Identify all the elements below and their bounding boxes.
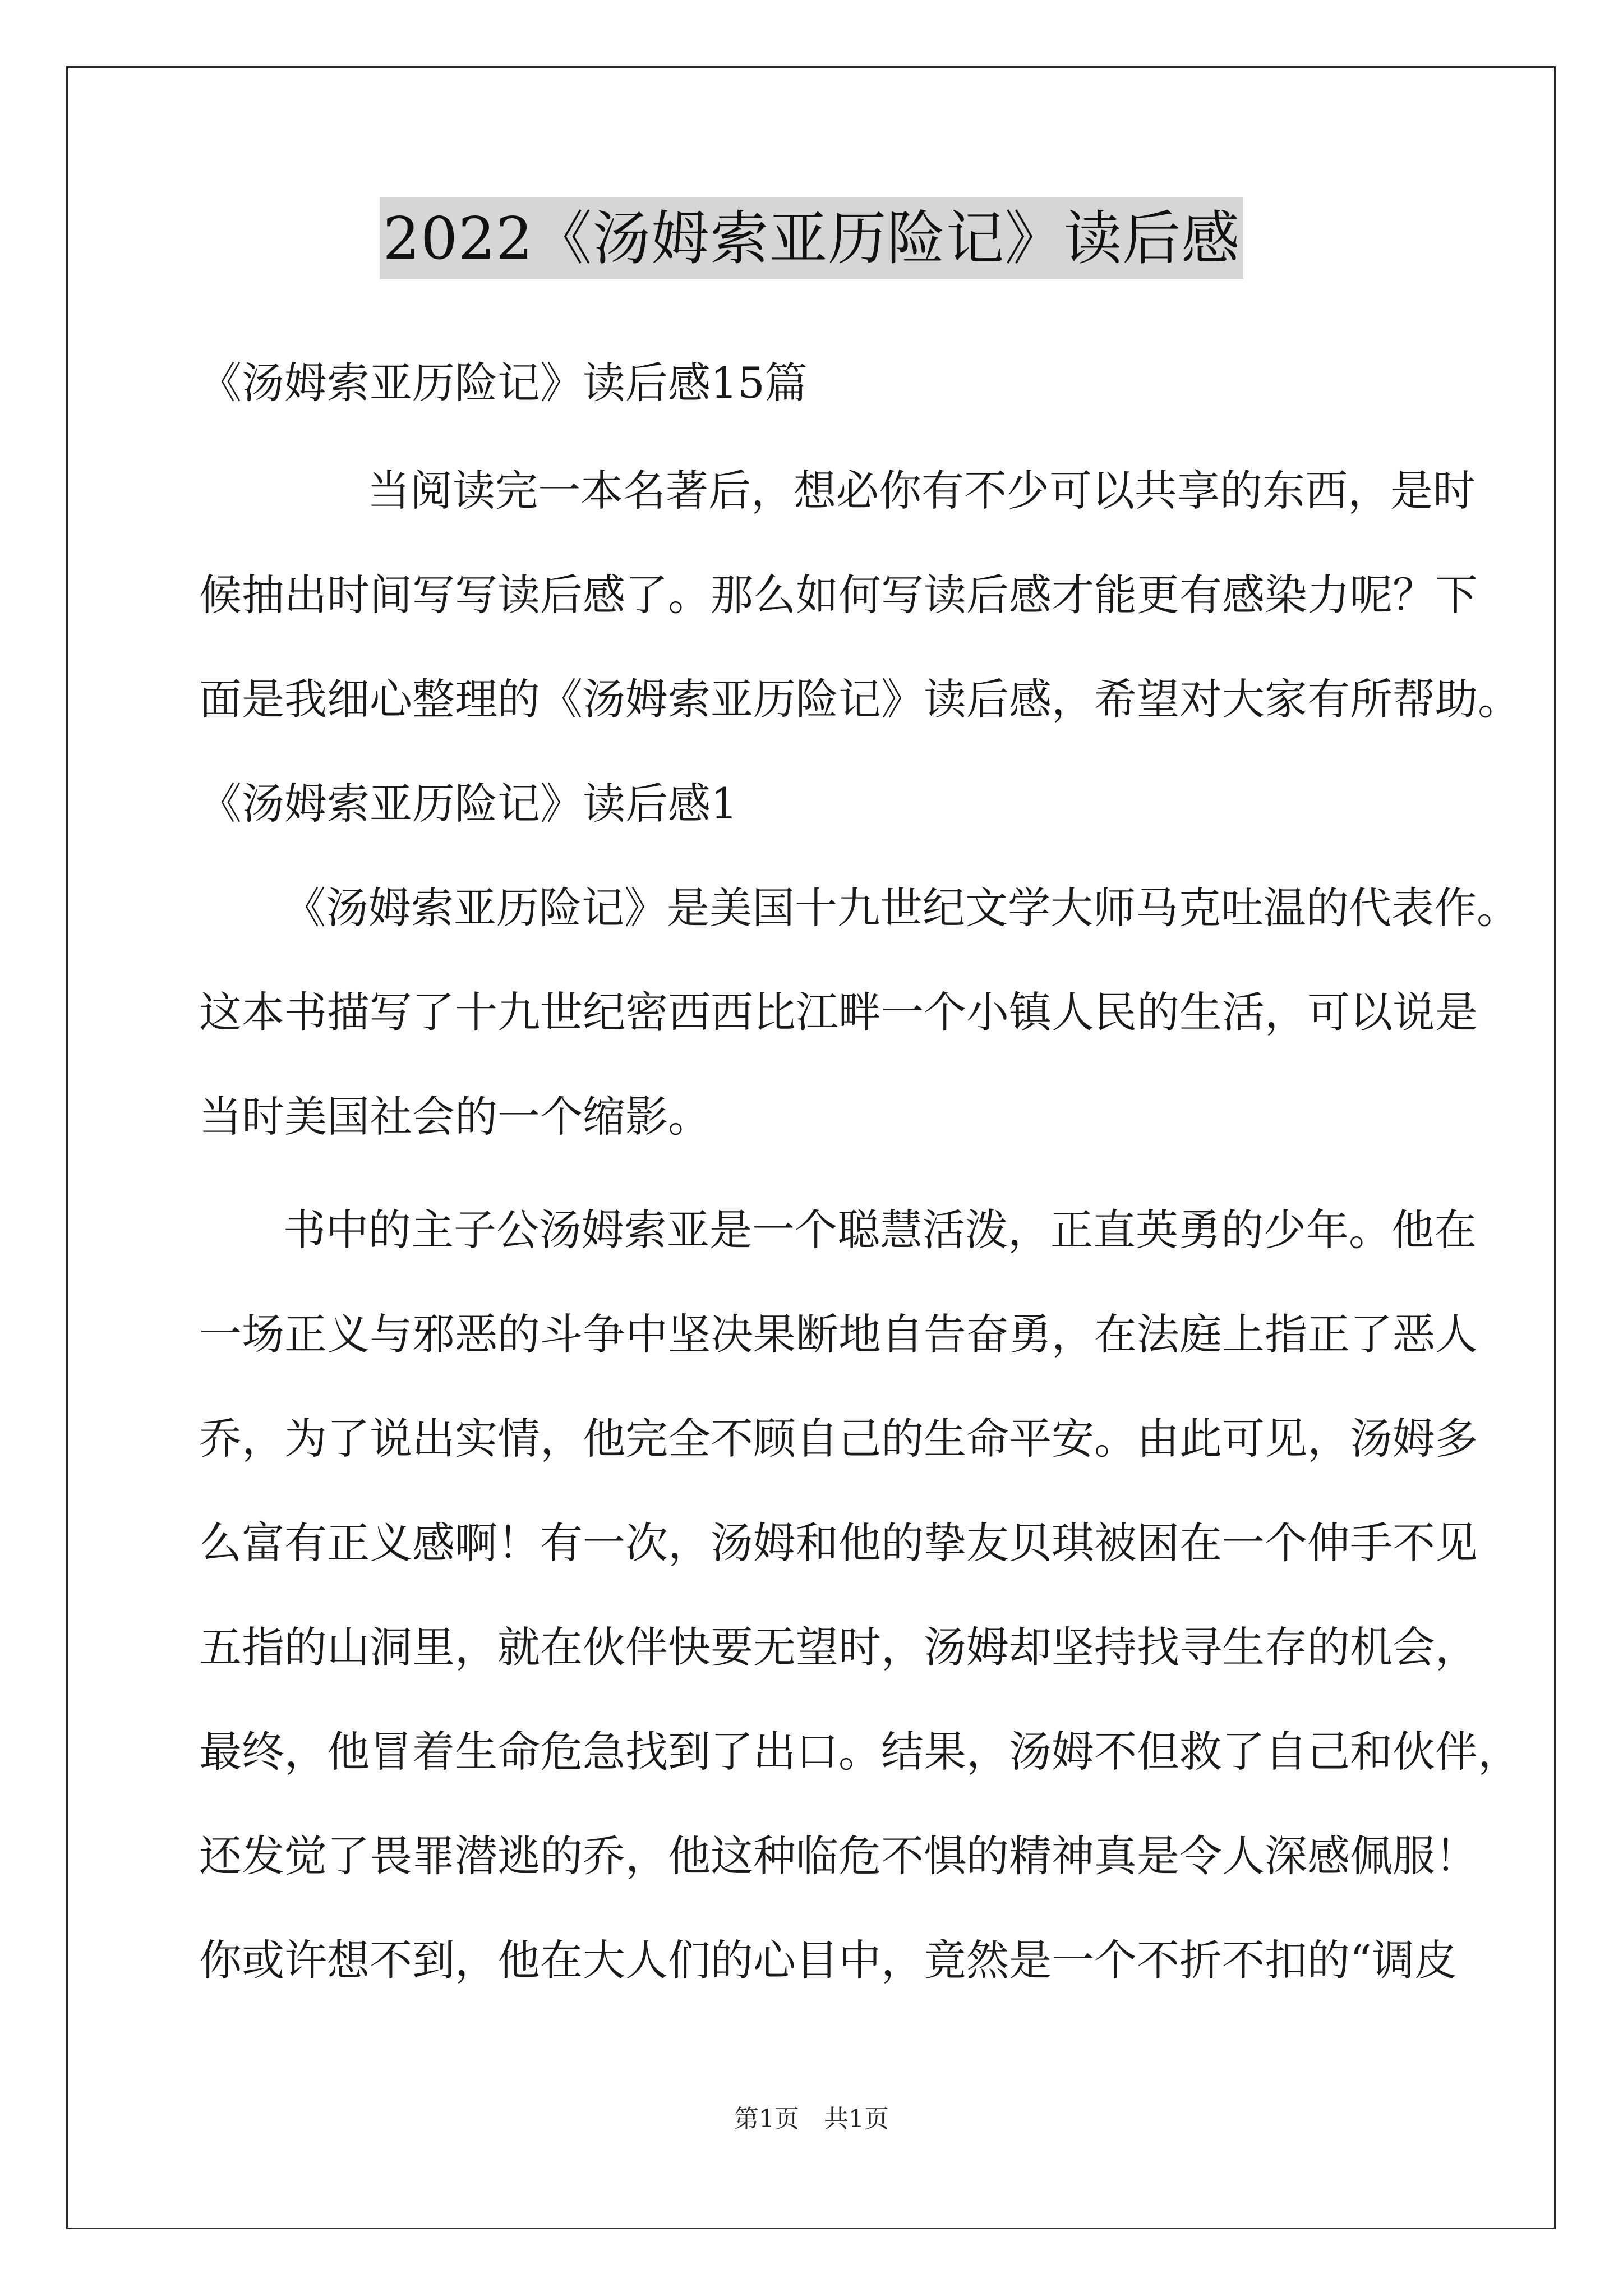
paragraph-line: 最终，他冒着生命危急找到了出口。结果，汤姆不但救了自己和伙伴， (199, 1727, 1520, 1777)
paragraph-line: 一场正义与邪恶的斗争中坚决果断地自告奋勇，在法庭上指正了恶人 (199, 1309, 1478, 1359)
intro-line: 候抽出时间写写读后感了。那么如何写读后感才能更有感染力呢？下 (199, 570, 1478, 620)
document-title: 2022《汤姆索亚历险记》读后感 (380, 197, 1244, 279)
paragraph-line: 么富有正义感啊！有一次，汤姆和他的挚友贝琪被困在一个伸手不见 (199, 1518, 1478, 1568)
page-count: 共1页 (824, 2105, 889, 2133)
page-number: 第1页 (734, 2105, 799, 2133)
paragraph-line: 这本书描写了十九世纪密西西比江畔一个小镇人民的生活，可以说是 (199, 987, 1478, 1037)
page-footer (0, 2102, 1623, 2136)
paragraph-line: 当时美国社会的一个缩影。 (199, 1092, 711, 1142)
intro-line: 面是我细心整理的《汤姆索亚历险记》读后感，希望对大家有所帮助。 (199, 674, 1520, 724)
paragraph-line: 五指的山洞里，就在伙伴快要无望时，汤姆却坚持找寻生存的机会， (199, 1622, 1478, 1672)
paragraph-line: 乔，为了说出实情，他完全不顾自己的生命平安。由此可见，汤姆多 (199, 1414, 1478, 1464)
paragraph-line: 《汤姆索亚历险记》是美国十九世纪文学大师马克吐温的代表作。 (283, 883, 1519, 933)
paragraph-line: 书中的主子公汤姆索亚是一个聪慧活泼，正直英勇的少年。他在 (283, 1205, 1477, 1255)
document-subtitle: 《汤姆索亚历险记》读后感15篇 (199, 358, 808, 408)
paragraph-line: 你或许想不到，他在大人们的心目中，竟然是一个不折不扣的“调皮 (199, 1935, 1457, 1985)
intro-line: 当阅读完一本名著后，想必你有不少可以共享的东西，是时 (367, 466, 1476, 516)
section-heading: 《汤姆索亚历险记》读后感1 (199, 779, 738, 829)
paragraph-line: 还发觉了畏罪潜逃的乔，他这种临危不惧的精神真是令人深感佩服！ (199, 1831, 1478, 1881)
title-block (0, 197, 1623, 279)
